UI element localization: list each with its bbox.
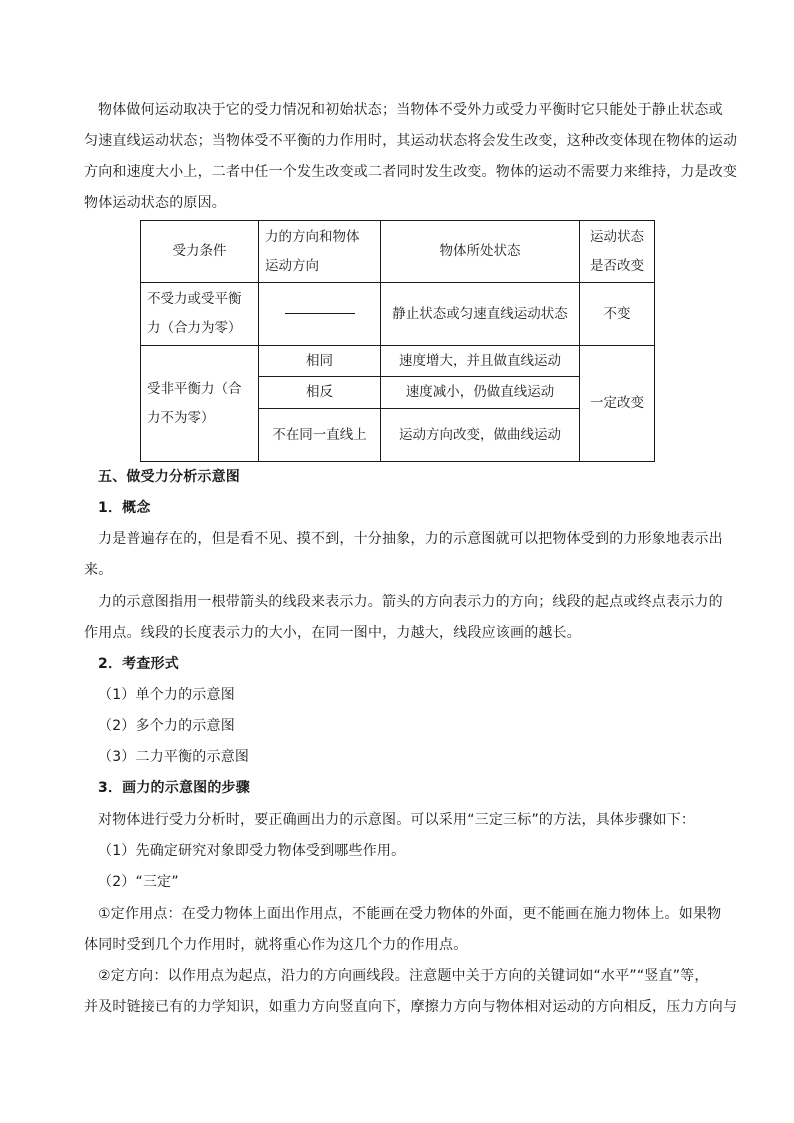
dash-line (285, 313, 355, 314)
list-item: （1）单个力的示意图 (98, 687, 235, 703)
table-row (141, 283, 655, 346)
row1-condition-line-1: 不受力或受平衡 (147, 291, 242, 307)
s3-p3-line-2: 并及时链接已有的力学知识，如重力方向竖直向下，摩擦力方向与物体相对运动的方向相反，压力方向与 (84, 999, 738, 1015)
header-state: 物体所处状态 (381, 221, 580, 283)
row1-direction-dash (259, 283, 381, 346)
s3-p2-line-2: 体同时受到几个力作用时，就将重心作为这几个力的作用点。 (84, 937, 468, 953)
table-header-row (141, 221, 655, 283)
s3-item-2: （2）“三定” (98, 874, 179, 890)
list-item: （3）二力平衡的示意图 (98, 749, 250, 765)
s3-p3-line-1: ②定方向：以作用点为起点，沿力的方向画线段。注意题中关于方向的关键词如“水平”“竖直”等， (98, 968, 709, 984)
section-5-title: 五、做受力分析示意图 (98, 469, 240, 485)
intro-line-1: 物体做何运动取决于它的受力情况和初始状态；当物体不受外力或受力平衡时它只能处于静止状态或 (98, 102, 723, 118)
row2-state-opposite: 速度减小，仍做直线运动 (381, 377, 580, 409)
intro-line-2: 匀速直线运动状态；当物体受不平衡的力作用时，其运动状态将会发生改变，这种改变体现在物体的运动 (84, 133, 738, 149)
s1-p1-line-2: 来。 (84, 562, 113, 578)
s3-item-1: （1）先确定研究对象即受力物体受到哪些作用。 (98, 843, 406, 859)
row1-state: 静止状态或匀速直线运动状态 (381, 283, 580, 346)
header-changed-line-2: 是否改变 (590, 257, 644, 274)
header-direction-line-1: 力的方向和物体 (265, 228, 360, 245)
row1-condition-line-2: 力（合力为零） (147, 320, 242, 336)
list-item: （2）多个力的示意图 (98, 718, 235, 734)
row2-condition-line-2: 力不为零） (147, 409, 215, 426)
row2-state-not-collinear: 运动方向改变，做曲线运动 (381, 409, 580, 462)
row2-direction-same: 相同 (259, 346, 381, 377)
subsection-2-title: 2．考查形式 (98, 656, 179, 672)
s3-p1: 对物体进行受力分析时，要正确画出力的示意图。可以采用“三定三标”的方法，具体步骤如下： (98, 812, 696, 828)
row2-direction-not-collinear: 不在同一直线上 (259, 409, 381, 462)
header-changed (580, 221, 655, 283)
row1-condition (141, 283, 259, 346)
row2-condition (141, 346, 259, 462)
s3-p2-line-1: ①定作用点：在受力物体上面出作用点，不能画在受力物体的外面，更不能画在施力物体上。如果物 (98, 906, 722, 922)
header-direction (259, 221, 381, 283)
row1-changed: 不变 (580, 283, 655, 346)
row2-state-same: 速度增大，并且做直线运动 (381, 346, 580, 377)
table-row (141, 346, 655, 377)
subsection-3-title: 3．画力的示意图的步骤 (98, 780, 250, 796)
s1-p2-line-1: 力的示意图指用一根带箭头的线段来表示力。箭头的方向表示力的方向；线段的起点或终点表示力的 (98, 594, 723, 610)
row2-condition-line-1: 受非平衡力（合 (147, 380, 242, 397)
s1-p1-line-1: 力是普遍存在的，但是看不见、摸不到，十分抽象，力的示意图就可以把物体受到的力形象地表示出 (98, 531, 723, 547)
header-direction-line-2: 运动方向 (265, 257, 319, 274)
header-changed-line-1: 运动状态 (590, 228, 644, 245)
row2-changed: 一定改变 (580, 346, 655, 462)
intro-line-4: 物体运动状态的原因。 (84, 195, 226, 211)
intro-line-3: 方向和速度大小上，二者中任一个发生改变或二者同时发生改变。物体的运动不需要力来维持，力是改变 (84, 164, 738, 180)
subsection-1-title: 1．概念 (98, 500, 151, 516)
s1-p2-line-2: 作用点。线段的长度表示力的大小，在同一图中，力越大，线段应该画的越长。 (84, 625, 581, 641)
header-condition: 受力条件 (141, 221, 259, 283)
row2-direction-opposite: 相反 (259, 377, 381, 409)
force-condition-table (140, 220, 655, 462)
